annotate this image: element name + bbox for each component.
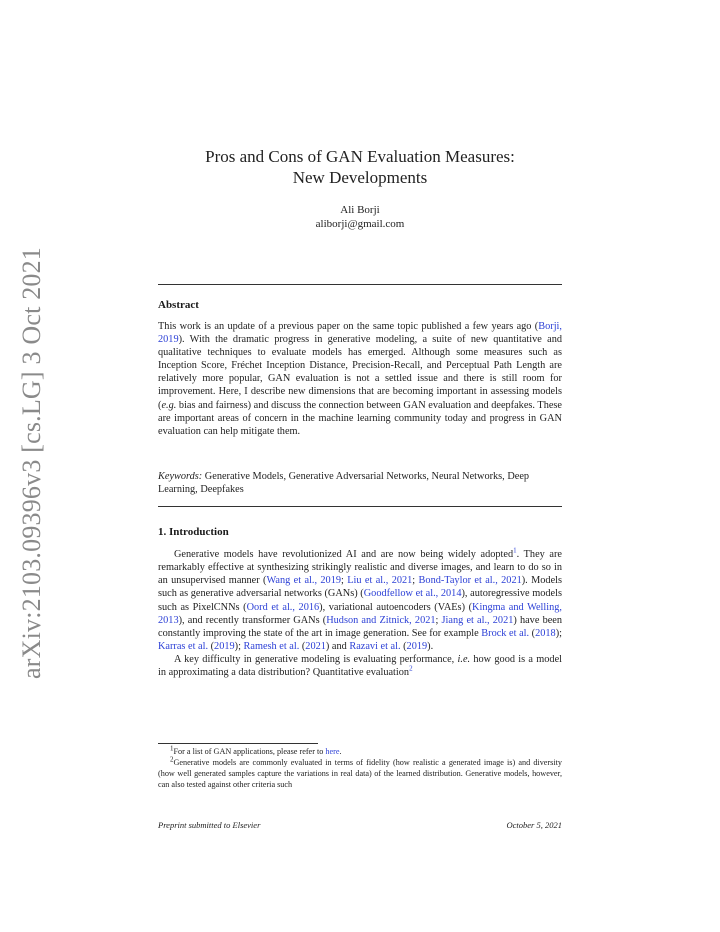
- introduction-body: [158, 548, 562, 680]
- citation-link[interactable]: 2018: [535, 627, 556, 639]
- footnote-2: [158, 757, 562, 790]
- intro-text: . They are remarkably effective at synthesizing strikingly realistic and diverse images, and learn to do so in an unsupervised manner (: [158, 549, 563, 587]
- footnote-link-here[interactable]: here: [325, 747, 340, 756]
- citation-link[interactable]: 2021: [305, 641, 326, 653]
- citation-link[interactable]: Ramesh et al.: [243, 641, 300, 653]
- keywords: [158, 470, 562, 496]
- abstract-body: [158, 320, 562, 438]
- citation-link[interactable]: Kingma and Welling, 2013: [158, 601, 562, 626]
- page-footer: [158, 820, 562, 830]
- intro-text: ) and: [325, 641, 350, 653]
- abstract-bottom-rule: [158, 506, 562, 507]
- footnote-2-text: Generative models are commonly evaluated in terms of fidelity (how realistic a generated image is) and diversity (how well generated samples capture the variations in real data) of the learned distribution. Generative models, however, can also tested against other criteria such: [158, 758, 562, 789]
- author-name: Ali Borji: [340, 204, 380, 216]
- footnote-1: [158, 746, 562, 757]
- footnote-2-mark: 2: [170, 755, 174, 764]
- citation-link[interactable]: 2019: [406, 641, 428, 653]
- paper-title: [0, 146, 720, 188]
- footnote-ref-2[interactable]: 2: [409, 664, 413, 673]
- intro-text: (: [208, 641, 215, 653]
- intro-text: (: [400, 641, 407, 653]
- footnote-rule: [158, 743, 318, 744]
- citation-link[interactable]: Karras et al.: [158, 641, 209, 653]
- citation-link[interactable]: Brock et al.: [481, 627, 530, 639]
- intro-text: );: [234, 641, 244, 653]
- title-line-1: Pros and Cons of GAN Evaluation Measures:: [205, 147, 515, 166]
- author-block: [0, 203, 720, 231]
- intro-text: ). Models such as generative adversarial networks (GANs) (: [158, 575, 563, 600]
- citation-link[interactable]: Borji, 2019: [158, 321, 562, 346]
- intro-text: (: [529, 627, 536, 639]
- intro-text: ), and recently transformer GANs (: [178, 614, 327, 626]
- intro-text: how good is a model in approximating a data distribution? Quantitative evaluation: [158, 654, 563, 679]
- citation-link[interactable]: 2019: [214, 641, 235, 653]
- intro-text: ;: [341, 575, 348, 587]
- keywords-text: Generative Models, Generative Adversarial Networks, Neural Networks, Deep Learning, Deepfakes: [158, 471, 530, 496]
- citation-link[interactable]: Oord et al., 2016: [246, 601, 320, 613]
- footer-preprint: Preprint submitted to Elsevier: [158, 820, 261, 830]
- intro-text: ;: [412, 575, 419, 587]
- intro-text: ;: [435, 614, 442, 626]
- abstract-text-1: This work is an update of a previous paper on the same topic published a few years ago (: [158, 321, 539, 332]
- arxiv-stamp: [14, 247, 50, 679]
- abstract-eg: e.g.: [161, 399, 177, 411]
- footnotes: [158, 746, 562, 790]
- footnote-1-mark: 1: [170, 744, 174, 753]
- footnote-1-text: For a list of GAN applications, please refer to: [173, 747, 326, 756]
- intro-text: Generative models have revolutionized AI and are now being widely adopted: [174, 549, 514, 560]
- intro-text: (: [299, 641, 306, 653]
- intro-text: ), variational autoencoders (VAEs) (: [319, 601, 473, 613]
- citation-link[interactable]: Liu et al., 2021: [347, 575, 413, 587]
- citation-link[interactable]: Hudson and Zitnick, 2021: [326, 614, 436, 626]
- citation-link[interactable]: Goodfellow et al., 2014: [363, 588, 462, 600]
- abstract-text-3: bias and fairness) and discuss the connection between GAN evaluation and deepfakes. These are important areas of concern in the machine learning community today and progress in GAN evaluation can help mitigate them.: [158, 399, 562, 437]
- intro-text: ).: [427, 641, 434, 653]
- abstract-heading: Abstract: [158, 299, 199, 311]
- intro-text: A key difficulty in generative modeling is evaluating performance,: [174, 654, 458, 666]
- citation-link[interactable]: Razavi et al.: [349, 641, 401, 653]
- author-email[interactable]: aliborji@gmail.com: [315, 218, 405, 230]
- intro-text: ) have been constantly improving the state of the art in image generation. See for example: [158, 614, 563, 639]
- intro-paragraph-1: [158, 548, 562, 653]
- abstract-text-2: ). With the dramatic progress in generative modeling, a suite of new quantitative and qualitative techniques to evaluate models has emerged. Although some measures such as Inception Score, Fréchet Inception Distance, Precision-Recall, and Perceptual Path Length are relatively more popular, GAN evaluation is not a settled issue and there is still room for improvement. Here, I describe new dimensions that are becoming important in assessing models (: [158, 334, 562, 411]
- citation-link[interactable]: Bond-Taylor et al., 2021: [418, 575, 522, 587]
- section-heading-introduction: 1. Introduction: [158, 526, 229, 538]
- citation-link[interactable]: Wang et al., 2019: [266, 575, 341, 587]
- abstract-top-rule: [158, 284, 562, 285]
- intro-text: ), autoregressive models such as PixelCNNs (: [158, 588, 562, 613]
- arxiv-identifier: arXiv:2103.09396v3 [cs.LG] 3 Oct 2021: [17, 247, 46, 679]
- footnote-1-end: .: [339, 747, 342, 756]
- footnote-ref-1[interactable]: 1: [513, 546, 517, 555]
- keywords-label: Keywords:: [158, 471, 203, 482]
- intro-paragraph-2: [158, 653, 562, 679]
- intro-text: );: [555, 627, 562, 639]
- citation-link[interactable]: Jiang et al., 2021: [441, 614, 514, 626]
- title-line-2: New Developments: [292, 168, 428, 187]
- intro-ie: i.e.: [457, 654, 471, 666]
- footer-date: October 5, 2021: [506, 820, 562, 830]
